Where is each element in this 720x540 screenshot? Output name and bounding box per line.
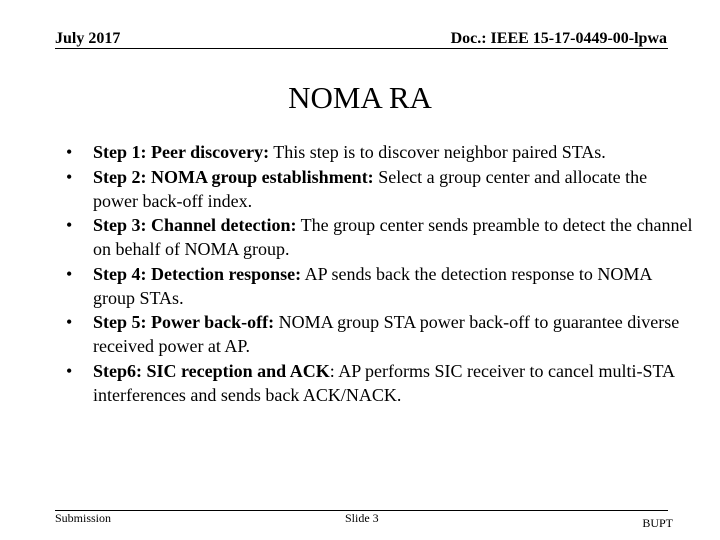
step-text: : AP performs SIC receiver to cancel multi-STA interferences and sends back ACK/NACK.	[93, 360, 675, 405]
step-item-1	[66, 140, 696, 164]
footer-slide-number: Slide 3	[345, 511, 379, 525]
footer-organization: BUPT	[642, 516, 673, 530]
step-label: Step 4: Detection response:	[93, 263, 302, 284]
header-document-id: Doc.: IEEE 15-17-0449-00-lpwa	[450, 30, 667, 47]
step-item-5	[66, 310, 696, 358]
step-item-3	[66, 213, 696, 261]
bullet-icon: •	[66, 263, 73, 284]
header-divider	[55, 48, 668, 49]
bullet-icon: •	[66, 166, 73, 187]
step-label: Step 5: Power back-off:	[93, 312, 275, 332]
footer-submission: Submission	[55, 511, 112, 525]
step-label: Step 3: Channel detection:	[93, 215, 297, 235]
step-text: This step is to discover neighbor paired STAs.	[269, 142, 606, 162]
step-label: Step6: SIC reception and ACK	[93, 360, 330, 381]
bullet-icon: •	[66, 142, 73, 162]
step-label: Step 1: Peer discovery:	[93, 142, 270, 162]
step-item-2	[66, 165, 696, 213]
bullet-icon: •	[66, 215, 73, 235]
bullet-icon: •	[66, 360, 73, 381]
step-text: AP sends back the detection response to NOMA group STAs.	[93, 263, 652, 308]
step-item-4	[66, 262, 696, 310]
slide-title: NOMA RA	[288, 80, 432, 115]
step-text: The group center sends preamble to detect the channel on behalf of NOMA group.	[93, 215, 693, 259]
step-text: NOMA group STA power back-off to guarantee diverse received power at AP.	[93, 312, 680, 356]
header-date: July 2017	[55, 30, 121, 47]
step-item-6	[66, 359, 696, 407]
steps-list	[66, 140, 696, 407]
bullet-icon: •	[66, 312, 73, 332]
step-text: Select a group center and allocate the power back-off index.	[93, 166, 648, 211]
step-label: Step 2: NOMA group establishment:	[93, 166, 374, 187]
